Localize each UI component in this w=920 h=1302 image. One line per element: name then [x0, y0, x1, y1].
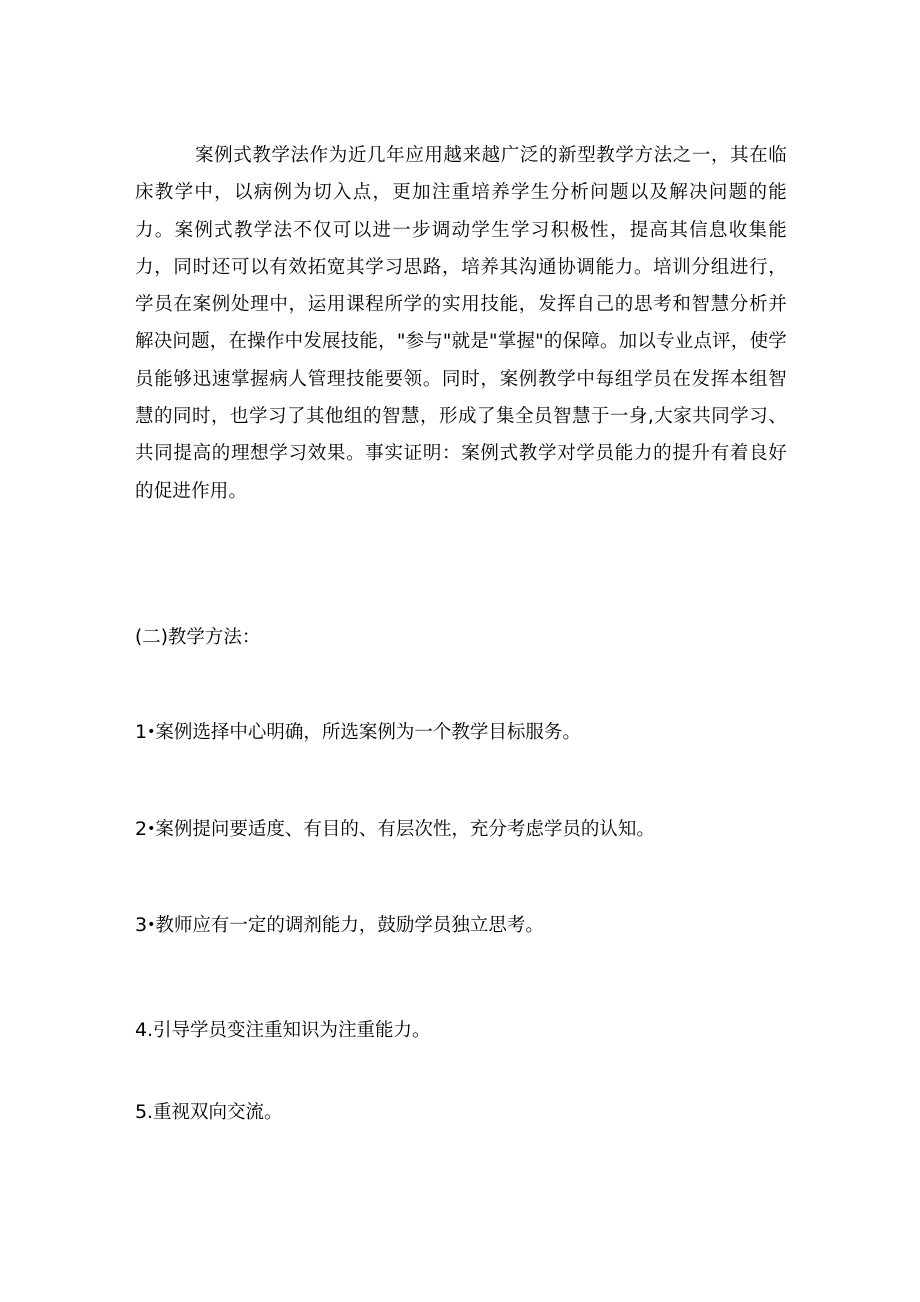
list-item-text: 案例选择中心明确，所选案例为一个教学目标服务。: [155, 722, 581, 743]
list-item-number: 4: [135, 1019, 148, 1041]
list-item-separator: .: [147, 1020, 153, 1041]
list-item-text: 引导学员变注重知识为注重能力。: [152, 1020, 431, 1041]
list-item-number: 3: [135, 914, 148, 936]
list-item: [135, 815, 655, 845]
list-item-number: 5: [135, 1101, 148, 1123]
list-item-separator: •: [147, 821, 156, 837]
intro-paragraph: 案例式教学法作为近几年应用越来越广泛的新型教学方法之一，其在临床教学中，以病例为切入点，更加注重培养学生分析问题以及解决问题的能力。案例式教学法不仅可以进一步调动学生学习积极性，提高其信息收集能力，同时还可以有效拓宽其学习思路，培养其沟通协调能力。培训分组进行，学员在案例处理中，运用课程所学的实用技能，发挥自己的思考和智慧分析并解决问题，在操作中发展技能，"参与"就是"掌握"的保障。加以专业点评，使学员能够迅速掌握病人管理技能要领。同时，案例教学中每组学员在发挥本组智慧的同时，也学习了其他组的智慧，形成了集全员智慧于一身,大家共同学习、共同提高的理想学习效果。事实证明：案例式教学对学员能力的提升有着良好的促进作用。: [135, 145, 787, 502]
list-item-text: 重视双向交流。: [152, 1102, 283, 1123]
list-item-text: 教师应有一定的调剂能力，鼓励学员独立思考。: [155, 915, 544, 936]
list-item-separator: .: [147, 1102, 153, 1123]
list-item-number: 2: [135, 818, 148, 840]
list-item-text: 案例提问要适度、有目的、有层次性，充分考虑学员的认知。: [155, 819, 655, 840]
list-item-separator: •: [147, 917, 156, 933]
list-item: [135, 718, 581, 748]
list-item: [135, 1098, 283, 1127]
section-heading: (二)教学方法：: [135, 627, 261, 648]
list-item: [135, 911, 544, 941]
list-item: [135, 1016, 431, 1045]
list-item-separator: •: [147, 724, 156, 740]
list-item-number: 1: [135, 721, 148, 743]
